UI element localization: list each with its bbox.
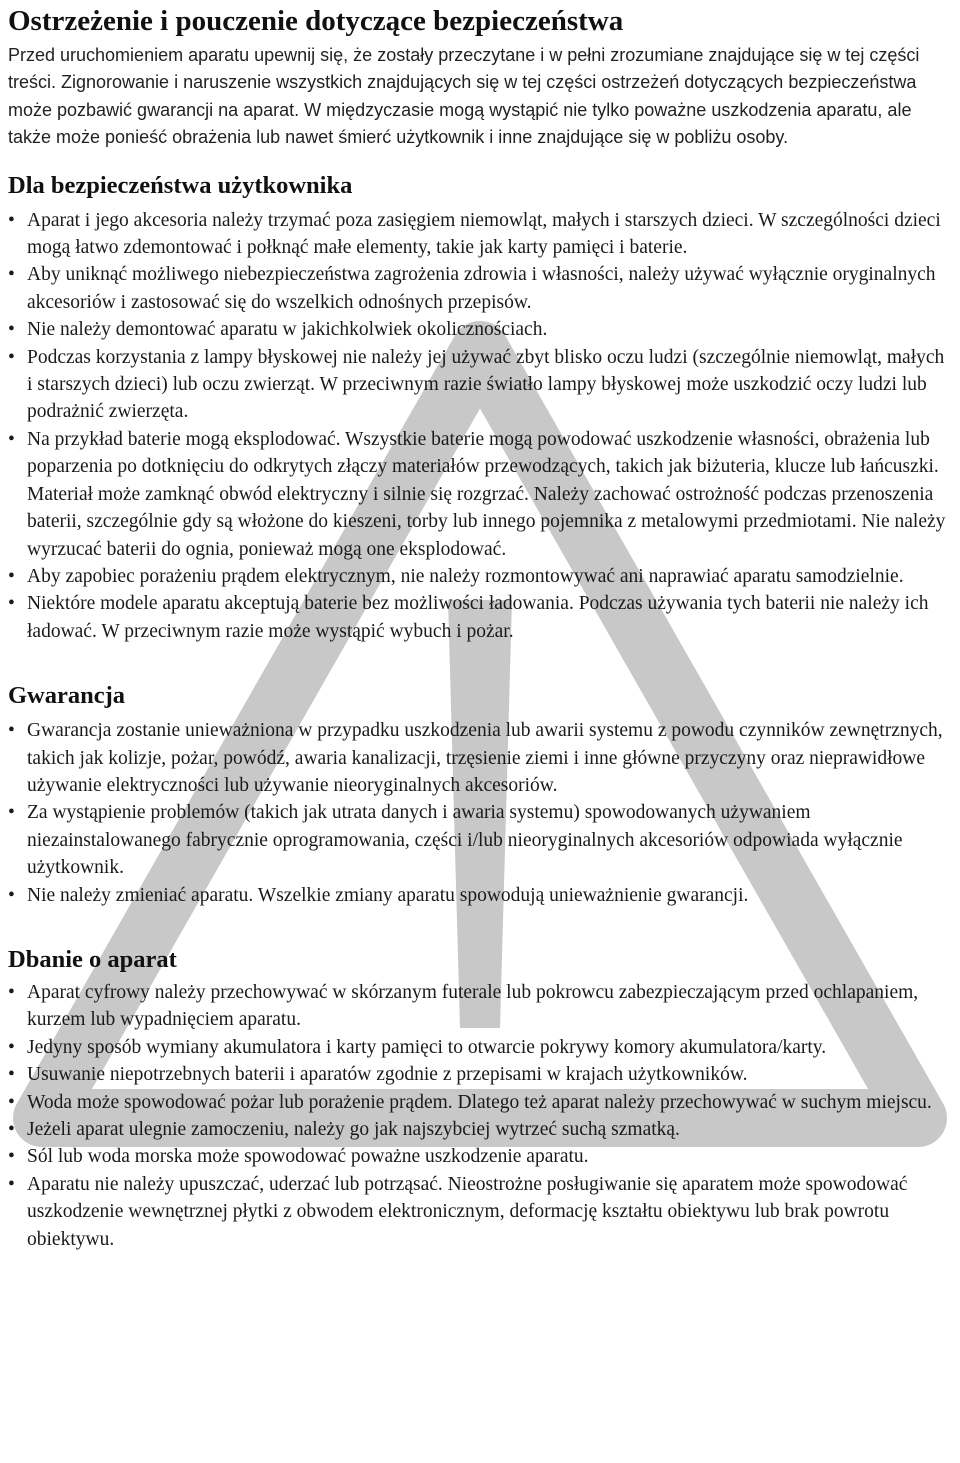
list-item: • Jedyny sposób wymiany akumulatora i karty pamięci to otwarcie pokrywy komory akumulatora/karty. <box>8 1034 952 1061</box>
section-warranty <box>8 681 952 909</box>
bullet-list-warranty <box>8 717 952 909</box>
bullet-list-user-safety <box>8 207 952 646</box>
list-item: • Aparat i jego akcesoria należy trzymać poza zasięgiem niemowląt, małych i starszych dzieci. W szczególności dzieci mogą łatwo zdemontować i połknąć małe elementy, takie jak karty pamięci i baterie. <box>8 207 952 262</box>
section-heading-user-safety: Dla bezpieczeństwa użytkownika <box>8 171 353 199</box>
section-heading-camera-care: Dbanie o aparat <box>8 945 177 973</box>
section-camera-care <box>8 945 952 1253</box>
list-item: • Nie należy zmieniać aparatu. Wszelkie zmiany aparatu spowodują unieważnienie gwarancji. <box>8 882 952 909</box>
page-title: Ostrzeżenie i pouczenie dotyczące bezpieczeństwa <box>8 5 624 37</box>
bullet-list-camera-care <box>8 979 952 1253</box>
list-item: • Aparatu nie należy upuszczać, uderzać lub potrząsać. Nieostrożne posługiwanie się aparatem może spowodować uszkodzenie wewnętrznej płytki z obwodem elektronicznym, deformację kształtu obiektywu lub brak powrotu obiektywu. <box>8 1171 952 1253</box>
list-item: • Na przykład baterie mogą eksplodować. Wszystkie baterie mogą powodować uszkodzenie własności, obrażenia lub poparzenia po dotknięciu do odkrytych złączy materiałów przewodzących, takich jak biżuteria, klucze lub łańcuszki. Materiał może zamknąć obwód elektryczny i silnie się rozgrzać. Należy zachować ostrożność podczas przenoszenia baterii, szczególnie gdy są włożone do kieszeni, torby lub innego pojemnika z metalowymi przedmiotami. Nie należy wyrzucać baterii do ognia, ponieważ mogą one eksplodować. <box>8 426 952 563</box>
list-item: • Usuwanie niepotrzebnych baterii i aparatów zgodnie z przepisami w krajach użytkowników. <box>8 1061 952 1088</box>
list-item: • Nie należy demontować aparatu w jakichkolwiek okolicznościach. <box>8 316 952 343</box>
list-item: • Podczas korzystania z lampy błyskowej nie należy jej używać zbyt blisko oczu ludzi (szczególnie niemowląt, małych i starszych dzieci) lub oczu zwierząt. W przeciwnym razie światło lampy błyskowej może uszkodzić oczy ludzi lub podrażnić zwierzęta. <box>8 344 952 426</box>
list-item: • Za wystąpienie problemów (takich jak utrata danych i awaria systemu) spowodowanych używaniem niezainstalowanego fabrycznie oprogramowania, części i/lub nieoryginalnych akcesoriów odpowiada wyłącznie użytkownik. <box>8 799 952 881</box>
section-user-safety <box>8 171 952 646</box>
list-item: • Niektóre modele aparatu akceptują baterie bez możliwości ładowania. Podczas używania tych baterii nie należy ich ładować. W przeciwnym razie może wystąpić wybuch i pożar. <box>8 590 952 645</box>
list-item: • Aby uniknąć możliwego niebezpieczeństwa zagrożenia zdrowia i własności, należy używać wyłącznie oryginalnych akcesoriów i zastosować się do wszelkich odnośnych przepisów. <box>8 261 952 316</box>
list-item: • Sól lub woda morska może spowodować poważne uszkodzenie aparatu. <box>8 1143 952 1170</box>
list-item: • Jeżeli aparat ulegnie zamoczeniu, należy go jak najszybciej wytrzeć suchą szmatką. <box>8 1116 952 1143</box>
list-item: • Aby zapobiec porażeniu prądem elektrycznym, nie należy rozmontowywać ani naprawiać aparatu samodzielnie. <box>8 563 952 590</box>
list-item: • Gwarancja zostanie unieważniona w przypadku uszkodzenia lub awarii systemu z powodu czynników zewnętrznych, takich jak kolizje, pożar, powódź, awaria kanalizacji, trzęsienie ziemi i inne główne przyczyny oraz nieprawidłowe używanie elektryczności lub używanie nieoryginalnych akcesoriów. <box>8 717 952 799</box>
list-item: • Aparat cyfrowy należy przechowywać w skórzanym futerale lub pokrowcu zabezpieczającym przed ochlapaniem, kurzem lub wypadnięciem aparatu. <box>8 979 952 1034</box>
intro-paragraph: Przed uruchomieniem aparatu upewnij się, że zostały przeczytane i w pełni zrozumiane znajdujące się w tej części treści. Zignorowanie i naruszenie wszystkich znajdujących się w tej części ostrzeżeń dotyczących bezpieczeństwa może pozbawić gwarancji na aparat. W międzyczasie mogą wystąpić nie tylko poważne uszkodzenia aparatu, ale także może ponieść obrażenia lub nawet śmierć użytkownik i inne znajdujące się w pobliżu osoby. <box>8 45 920 148</box>
list-item: • Woda może spowodować pożar lub porażenie prądem. Dlatego też aparat należy przechowywać w suchym miejscu. <box>8 1089 952 1116</box>
section-heading-warranty: Gwarancja <box>8 682 126 710</box>
